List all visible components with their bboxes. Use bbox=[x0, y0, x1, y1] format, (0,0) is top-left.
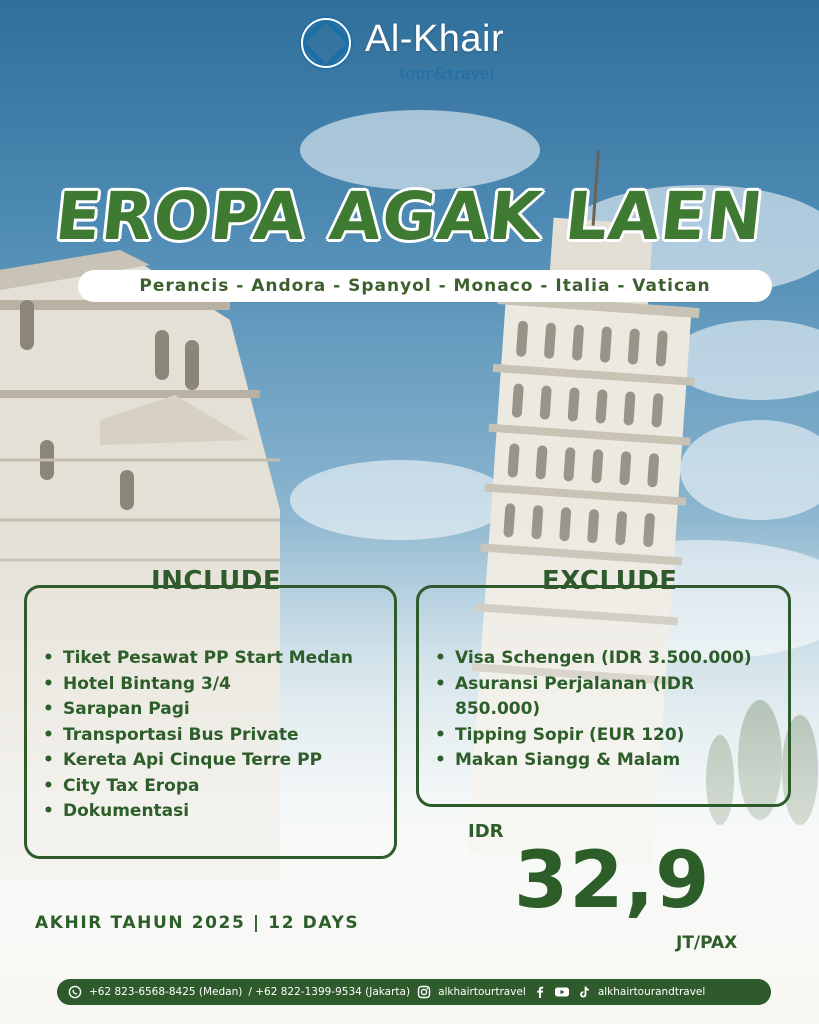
list-item: • Asuransi Perjalanan (IDR 850.000) bbox=[433, 672, 778, 723]
list-item: • Tipping Sopir (EUR 120) bbox=[433, 723, 778, 749]
phone-jakarta[interactable]: / +62 822-1399-9534 (Jakarta) bbox=[248, 986, 411, 998]
phone-medan[interactable]: +62 823-6568-8425 (Medan) bbox=[89, 986, 243, 998]
youtube-icon[interactable] bbox=[554, 984, 570, 1000]
exclude-panel bbox=[416, 566, 791, 807]
countries-banner: Perancis - Andora - Spanyol - Monaco - Italia - Vatican bbox=[78, 270, 772, 302]
list-item: • Kereta Api Cinque Terre PP bbox=[41, 748, 386, 774]
include-heading: INCLUDE bbox=[151, 566, 282, 596]
exclude-list bbox=[433, 646, 778, 774]
trip-period: AKHIR TAHUN 2025 | 12 DAYS bbox=[35, 913, 360, 933]
instagram-handle[interactable]: alkhairtourtravel bbox=[438, 986, 526, 998]
exclude-heading: EXCLUDE bbox=[542, 566, 678, 596]
social-handle[interactable]: alkhairtourandtravel bbox=[597, 986, 706, 998]
contact-bar bbox=[57, 979, 771, 1005]
list-item: • Dokumentasi bbox=[41, 799, 386, 825]
include-panel bbox=[24, 566, 397, 859]
facebook-icon[interactable] bbox=[532, 984, 548, 1000]
list-item: • Tiket Pesawat PP Start Medan bbox=[41, 646, 386, 672]
list-item: • Sarapan Pagi bbox=[41, 697, 386, 723]
price-amount: 32,9 bbox=[514, 836, 711, 926]
list-item: • Makan Siangg & Malam bbox=[433, 748, 778, 774]
tiktok-icon[interactable] bbox=[576, 984, 592, 1000]
list-item: • Hotel Bintang 3/4 bbox=[41, 672, 386, 698]
brand-logo bbox=[293, 10, 533, 90]
instagram-icon[interactable] bbox=[416, 984, 432, 1000]
brand-tagline: tour&travel bbox=[399, 64, 495, 83]
list-item: • Transportasi Bus Private bbox=[41, 723, 386, 749]
poster-title: EROPA AGAK LAEN bbox=[51, 178, 768, 255]
brand-name: Al-Khair bbox=[365, 18, 505, 60]
include-list bbox=[41, 646, 386, 825]
whatsapp-icon[interactable] bbox=[67, 984, 83, 1000]
list-item: • City Tax Eropa bbox=[41, 774, 386, 800]
price-unit: JT/PAX bbox=[676, 933, 738, 953]
list-item: • Visa Schengen (IDR 3.500.000) bbox=[433, 646, 778, 672]
logo-knot-icon bbox=[293, 10, 359, 76]
price-currency: IDR bbox=[468, 821, 504, 842]
